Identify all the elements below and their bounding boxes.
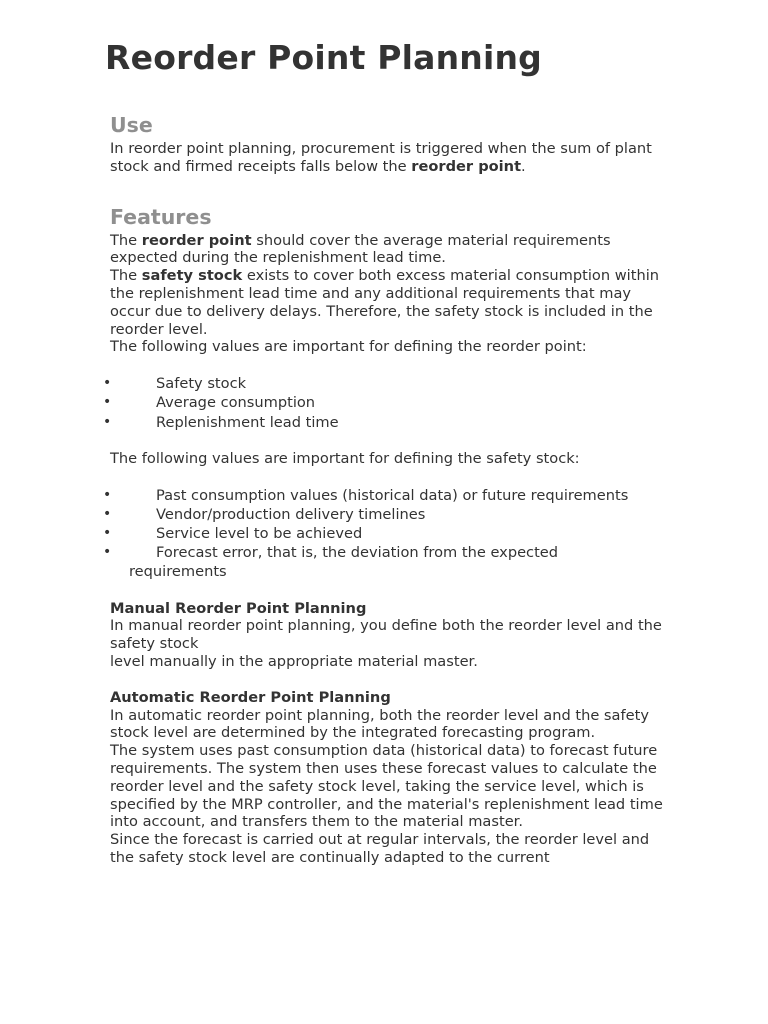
list-item: • Replenishment lead time: [103, 413, 339, 431]
features-bold-safety-stock: safety stock: [141, 267, 243, 285]
automatic-paragraph-3: Since the forecast is carried out at regular intervals, the reorder level and the safety stock level are continually adapted to the current: [110, 831, 650, 866]
features-p2-text-1: The: [110, 267, 142, 285]
features-paragraph-3: The following values are important for defining the reorder point:: [110, 338, 587, 356]
bullet-icon: •: [103, 505, 112, 522]
use-paragraph: [110, 140, 670, 176]
list-item: • Forecast error, that is, the deviation from the expected requirements: [103, 544, 559, 581]
list-item: • Service level to be achieved: [103, 524, 363, 542]
features-bold-reorder-point: reorder point: [141, 231, 252, 249]
bullet-icon: •: [103, 544, 112, 561]
page-title: Reorder Point Planning: [105, 38, 543, 77]
section-heading-features: Features: [110, 204, 212, 229]
automatic-paragraph-2: The system uses past consumption data (historical data) to forecast future requirements. The system then uses these forecast values to calculate the reorder level and the safety stock level, taking the service level, which is specified by the MRP controller, and the material's replenishment lead time into account, and transfers them to the material master.: [110, 742, 663, 831]
list-item: • Past consumption values (historical data) or future requirements: [103, 486, 629, 504]
features-p1-text-1: The: [110, 231, 142, 249]
use-text-1: In reorder point planning, procurement is triggered when the sum of plant stock and firmed receipts falls below the: [110, 140, 652, 175]
use-bold-reorder-point: reorder point: [411, 157, 522, 175]
bullet-icon: •: [103, 524, 112, 541]
automatic-paragraph-1: In automatic reorder point planning, both the reorder level and the safety stock level are determined by the integrated forecasting program.: [110, 706, 649, 742]
manual-line-2: level manually in the appropriate material master.: [110, 652, 478, 670]
manual-line-1: In manual reorder point planning, you define both the reorder level and the safety stock: [110, 617, 662, 653]
list-item: • Average consumption: [103, 394, 316, 412]
safety-stock-values-list: [103, 486, 670, 582]
bullet-icon: •: [103, 394, 112, 411]
document-body: [103, 112, 670, 867]
manual-heading: Manual Reorder Point Planning: [110, 599, 367, 617]
features-p1-text-2: should cover the average material requirements expected during the replenishment lead time.: [110, 231, 611, 267]
features-paragraph-2: [110, 267, 670, 338]
use-text-2: .: [521, 157, 526, 175]
list-item: • Safety stock: [103, 375, 247, 393]
bullet-icon: •: [103, 375, 112, 392]
bullet-icon: •: [103, 486, 112, 503]
section-heading-use: Use: [110, 113, 153, 137]
features-paragraph-1: [110, 232, 670, 268]
list-item: • Vendor/production delivery timelines: [103, 505, 426, 523]
automatic-heading: Automatic Reorder Point Planning: [110, 688, 391, 706]
features-paragraph-4: The following values are important for defining the safety stock:: [110, 449, 580, 467]
features-p2-text-2: exists to cover both excess material consumption within the replenishment lead time and any additional requirements that may occur due to delivery delays. Therefore, the safety stock is included in the reorder level.: [110, 267, 660, 338]
bullet-icon: •: [103, 413, 112, 430]
reorder-point-values-list: [103, 374, 670, 432]
